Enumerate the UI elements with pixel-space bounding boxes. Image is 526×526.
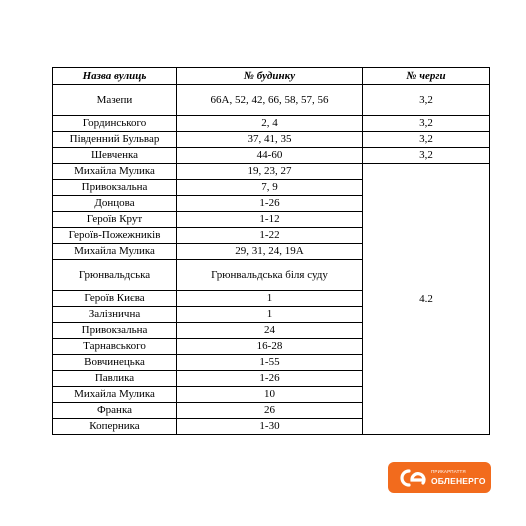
street-cell: Михайла Мулика: [53, 387, 177, 403]
street-cell: Павлика: [53, 371, 177, 387]
street-cell: Вовчинецька: [53, 355, 177, 371]
house-cell: 1-22: [177, 228, 363, 244]
street-cell: Михайла Мулика: [53, 164, 177, 180]
street-cell: Тарнавського: [53, 339, 177, 355]
table-row: [53, 148, 490, 164]
house-cell: 1-30: [177, 419, 363, 435]
house-cell: 26: [177, 403, 363, 419]
table-row: [53, 132, 490, 148]
table-row: [53, 116, 490, 132]
house-cell: 37, 41, 35: [177, 132, 363, 148]
queue-cell: 3,2: [363, 116, 490, 132]
street-cell: Залізнична: [53, 307, 177, 323]
street-cell: Донцова: [53, 196, 177, 212]
merged-queue-cell: 4.2: [363, 164, 490, 435]
table-row: [53, 85, 490, 116]
queue-cell: 3,2: [363, 132, 490, 148]
house-cell: 7, 9: [177, 180, 363, 196]
company-logo: [388, 462, 491, 493]
schedule-table: [52, 67, 490, 435]
logo-mark-icon: [396, 467, 426, 489]
house-cell: 44-60: [177, 148, 363, 164]
street-cell: Привокзальна: [53, 180, 177, 196]
house-cell: 2, 4: [177, 116, 363, 132]
house-cell: 1-26: [177, 371, 363, 387]
header-street: Назва вулиць: [53, 68, 177, 85]
queue-cell: 3,2: [363, 148, 490, 164]
street-cell: Мазепи: [53, 85, 177, 116]
street-cell: Михайла Мулика: [53, 244, 177, 260]
house-cell: 16-28: [177, 339, 363, 355]
house-cell: 1-12: [177, 212, 363, 228]
queue-cell: 3,2: [363, 85, 490, 116]
house-cell: 10: [177, 387, 363, 403]
logo-big-text: ОБЛЕНЕРГО: [431, 475, 486, 486]
street-cell: Героїв Крут: [53, 212, 177, 228]
table-row: [53, 164, 490, 180]
header-house: № будинку: [177, 68, 363, 85]
house-cell: 24: [177, 323, 363, 339]
street-cell: Гординського: [53, 116, 177, 132]
header-queue: № черги: [363, 68, 490, 85]
street-cell: Коперника: [53, 419, 177, 435]
table-header-row: [53, 68, 490, 85]
street-cell: Героїв Києва: [53, 291, 177, 307]
house-cell: 1-55: [177, 355, 363, 371]
street-cell: Грюнвальдська: [53, 260, 177, 291]
house-cell: 1: [177, 291, 363, 307]
house-cell: 66А, 52, 42, 66, 58, 57, 56: [177, 85, 363, 116]
street-cell: Привокзальна: [53, 323, 177, 339]
logo-text: [431, 470, 486, 485]
house-cell: 29, 31, 24, 19А: [177, 244, 363, 260]
street-cell: Героїв-Пожежників: [53, 228, 177, 244]
house-cell: 1: [177, 307, 363, 323]
house-cell: 1-26: [177, 196, 363, 212]
street-cell: Шевченка: [53, 148, 177, 164]
street-cell: Південний Бульвар: [53, 132, 177, 148]
house-cell: 19, 23, 27: [177, 164, 363, 180]
house-cell: Грюнвальдська біля суду: [177, 260, 363, 291]
street-cell: Франка: [53, 403, 177, 419]
logo-small-text: ПРИКАРПАТТЯ: [431, 469, 466, 474]
